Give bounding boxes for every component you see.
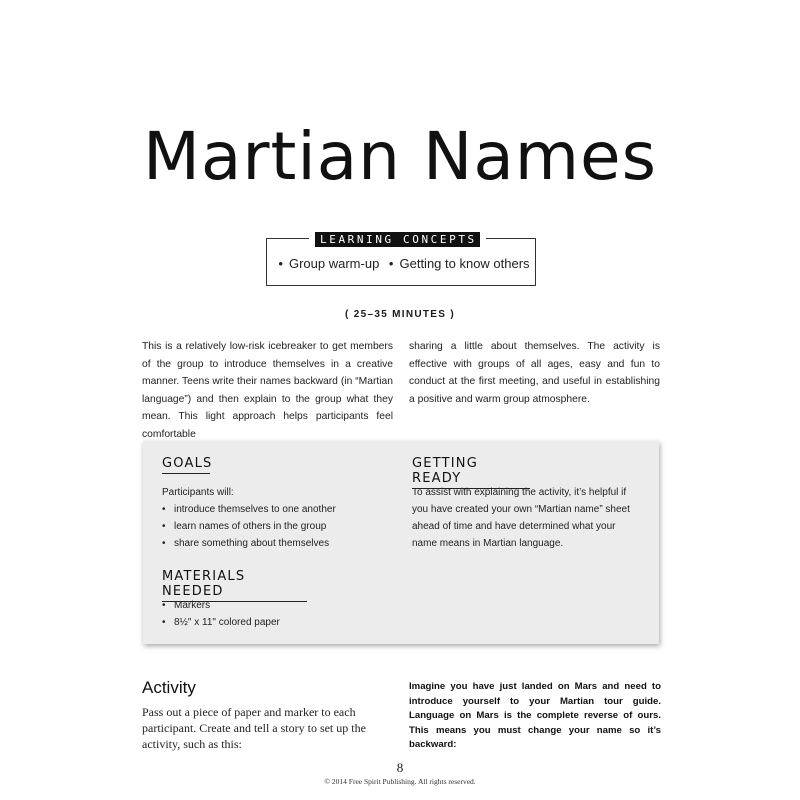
- activity-info-card: [143, 441, 659, 644]
- intro-text-right: sharing a little about themselves. The activity is effective with groups of all ages, easy and fun to conduct at the first meeting, and useful in establishing a positive and warm group atmosphere.: [409, 341, 660, 405]
- goals-list: [162, 501, 392, 552]
- list-item: • 8½" x 11" colored paper: [162, 614, 392, 631]
- page-number: 8: [396, 760, 404, 775]
- goals-lead: Participants will:: [162, 487, 234, 498]
- activity-quote: Imagine you have just landed on Mars and need to introduce yourself to your Martian tour guide. Language on Mars is the complete reverse of ours. This means you must change your name so it’s backward:: [409, 681, 661, 750]
- learning-concepts-list: [267, 256, 535, 271]
- goals-section: [162, 484, 392, 552]
- activity-heading: Activity: [142, 678, 196, 697]
- learning-concepts-box: [266, 232, 536, 286]
- list-item: • learn names of others in the group: [162, 518, 392, 535]
- page-title: Martian Names: [142, 118, 658, 195]
- activity-text: Pass out a piece of paper and marker to each participant. Create and tell a story to set up the activity, such as this:: [142, 705, 366, 751]
- materials-section: [162, 597, 392, 631]
- materials-heading: MATERIALS NEEDED: [162, 569, 307, 602]
- goals-heading: GOALS: [162, 456, 210, 474]
- concept-item: Group warm-up: [288, 256, 380, 271]
- intro-text-left: This is a relatively low-risk icebreaker to get members of the group to introduce themselves in a creative manner. Teens write their names backward (in “Martian language”) and then explain to the group what they mean. This light approach helps participants feel comfortable: [142, 341, 393, 440]
- duration-label: ( 25–35 MINUTES ): [345, 309, 455, 320]
- list-item: • share something about themselves: [162, 535, 392, 552]
- list-item: • introduce themselves to one another: [162, 501, 392, 518]
- getting-ready-text: To assist with explaining the activity, it’s helpful if you have created your own “Martian name” sheet ahead of time and have determined what your name means in Martian language.: [412, 487, 630, 549]
- copyright: © 2014 Free Spirit Publishing. All rights reserved.: [324, 777, 476, 786]
- bullet: •: [388, 256, 394, 271]
- concept-item: Getting to know others: [399, 256, 530, 271]
- learning-concepts-label: LEARNING CONCEPTS: [309, 231, 486, 247]
- bullet: •: [278, 256, 283, 271]
- list-item: • Markers: [162, 597, 392, 614]
- getting-ready-heading: GETTING READY: [412, 456, 530, 489]
- materials-list: [162, 597, 392, 631]
